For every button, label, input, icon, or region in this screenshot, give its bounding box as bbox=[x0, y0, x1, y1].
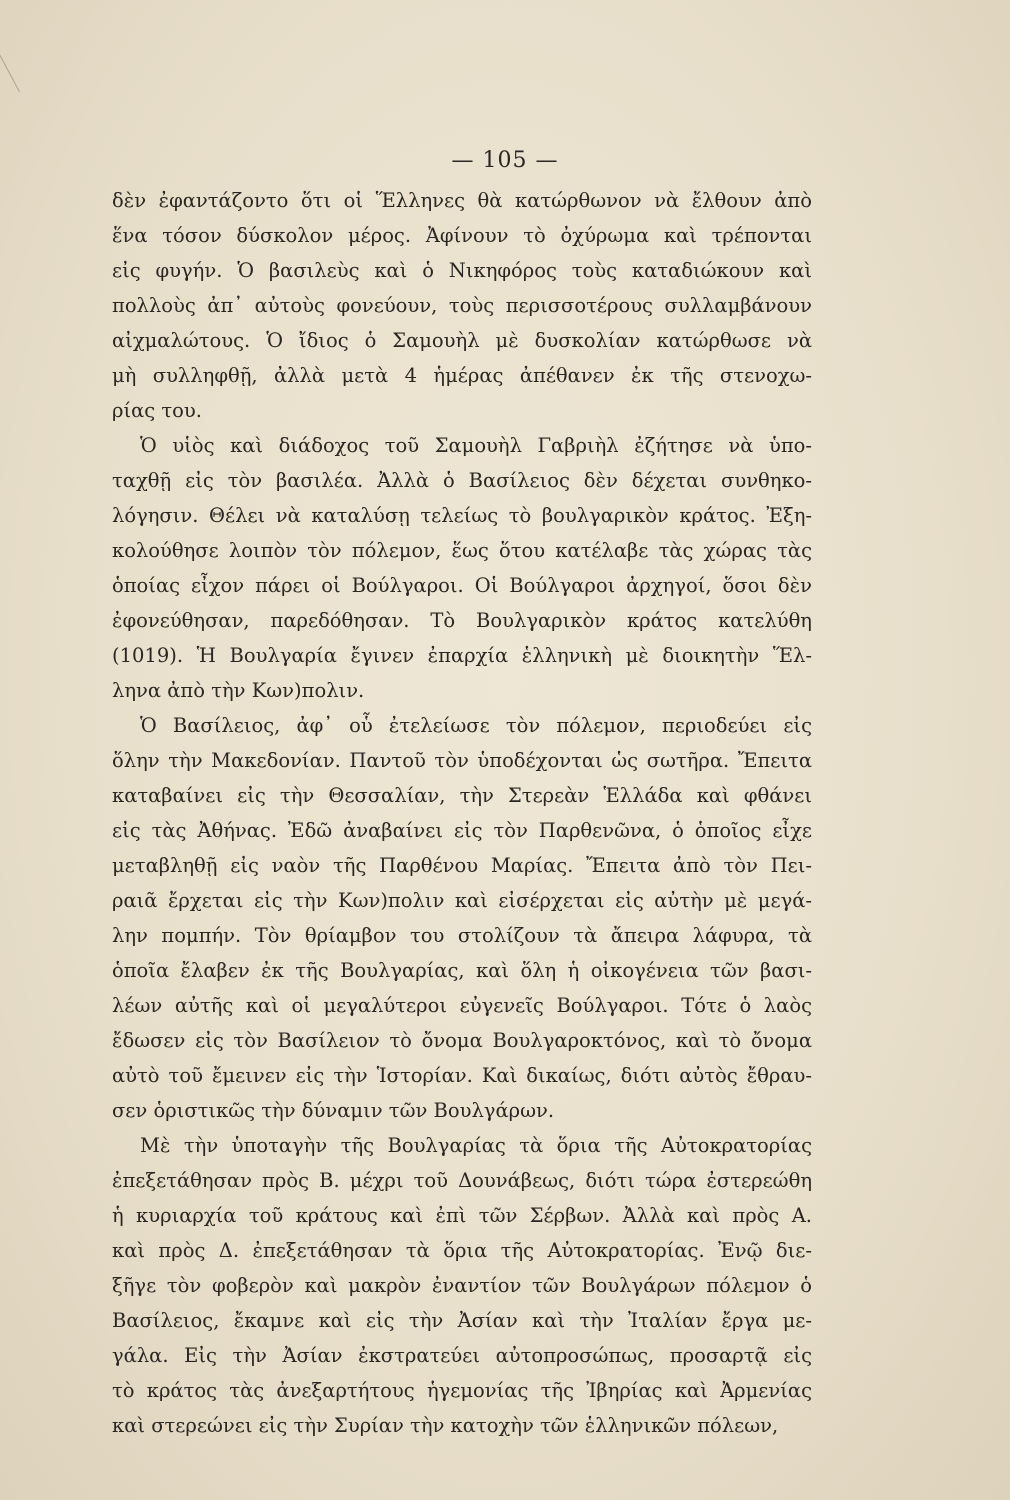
text-line: Βασίλειος, ἔκαμνε καὶ εἰς τὴν Ἀσίαν καὶ τὴν Ἰταλίαν ἔργα με- bbox=[112, 1309, 812, 1332]
text-line: ρίας του. bbox=[112, 399, 202, 422]
text-line: τὸ κράτος τὰς ἀνεξαρτήτους ἡγεμονίας τῆς Ἰβηρίας καὶ Ἀρμενίας bbox=[112, 1379, 812, 1402]
text-line: ἐφονεύθησαν, παρεδόθησαν. Τὸ Βουλγαρικὸν κράτος κατελύθη bbox=[112, 609, 812, 632]
text-line: ἔδωσεν εἰς τὸν Βασίλειον τὸ ὄνομα Βουλγαροκτόνος, καὶ τὸ ὄνομα bbox=[112, 1029, 812, 1052]
text-line: εἰς τὰς Ἀθήνας. Ἐδῶ ἀναβαίνει εἰς τὸν Παρθενῶνα, ὁ ὁποῖος εἶχε bbox=[112, 819, 812, 842]
text-line: Ὁ Βασίλειος, ἀφ᾿ οὗ ἐτελείωσε τὸν πόλεμον, περιοδεύει εἰς bbox=[140, 714, 812, 737]
text-line: λέων αὐτῆς καὶ οἱ μεγαλύτεροι εὐγενεῖς Βούλγαροι. Τότε ὁ λαὸς bbox=[112, 994, 812, 1017]
text-line: αὐτὸ τοῦ ἔμεινεν εἰς τὴν Ἱστορίαν. Καὶ δικαίως, διότι αὐτὸς ἔθραυ- bbox=[112, 1064, 812, 1087]
text-line: ξῆγε τὸν φοβερὸν καὶ μακρὸν ἐναντίον τῶν Βουλγάρων πόλεμον ὁ bbox=[112, 1274, 812, 1297]
text-line: Μὲ τὴν ὑποταγὴν τῆς Βουλγαρίας τὰ ὅρια τῆς Αὐτοκρατορίας bbox=[140, 1134, 812, 1157]
text-line: ἕνα τόσον δύσκολον μέρος. Ἀφίνουν τὸ ὀχύρωμα καὶ τρέπονται bbox=[112, 224, 812, 247]
text-line: ὁποίας εἶχον πάρει οἱ Βούλγαροι. Οἱ Βούλγαροι ἀρχηγοί, ὅσοι δὲν bbox=[112, 574, 812, 597]
page-edge-mark bbox=[0, 43, 20, 92]
text-line: ὁποῖα ἔλαβεν ἐκ τῆς Βουλγαρίας, καὶ ὅλη ἡ οἰκογένεια τῶν βασι- bbox=[112, 959, 812, 982]
text-line: ὅλην τὴν Μακεδονίαν. Παντοῦ τὸν ὑποδέχονται ὡς σωτῆρα. Ἔπειτα bbox=[112, 749, 812, 772]
text-line: καταβαίνει εἰς τὴν Θεσσαλίαν, τὴν Στερεὰν Ἑλλάδα καὶ φθάνει bbox=[112, 784, 812, 807]
page-number: — 105 — bbox=[451, 148, 559, 173]
body-text bbox=[112, 183, 812, 1443]
text-line: εἰς φυγήν. Ὁ βασιλεὺς καὶ ὁ Νικηφόρος τοὺς καταδιώκουν καὶ bbox=[112, 259, 812, 282]
text-line: σεν ὁριστικῶς τὴν δύναμιν τῶν Βουλγάρων. bbox=[112, 1099, 555, 1122]
text-line: μεταβληθῇ εἰς ναὸν τῆς Παρθένου Μαρίας. Ἔπειτα ἀπὸ τὸν Πει- bbox=[112, 854, 812, 877]
text-line: πολλοὺς ἀπ᾿ αὐτοὺς φονεύουν, τοὺς περισσοτέρους συλλαμβάνουν bbox=[112, 294, 812, 317]
text-line: δὲν ἐφαντάζοντο ὅτι οἱ Ἕλληνες θὰ κατώρθωνον νὰ ἔλθουν ἀπὸ bbox=[112, 189, 812, 212]
text-line: αἰχμαλώτους. Ὁ ἴδιος ὁ Σαμουὴλ μὲ δυσκολίαν κατώρθωσε νὰ bbox=[112, 329, 812, 352]
text-line: κολούθησε λοιπὸν τὸν πόλεμον, ἕως ὅτου κατέλαβε τὰς χώρας τὰς bbox=[112, 539, 812, 562]
text-line: καὶ πρὸς Δ. ἐπεξετάθησαν τὰ ὅρια τῆς Αὐτοκρατορίας. Ἐνῷ διε- bbox=[112, 1239, 812, 1262]
text-line: Ὁ υἱὸς καὶ διάδοχος τοῦ Σαμουὴλ Γαβριὴλ ἐζήτησε νὰ ὑπο- bbox=[140, 434, 812, 457]
text-line: (1019). Ἡ Βουλγαρία ἔγινεν ἐπαρχία ἑλληνικὴ μὲ διοικητὴν Ἕλ- bbox=[112, 644, 812, 667]
text-line: μὴ συλληφθῇ, ἀλλὰ μετὰ 4 ἡμέρας ἀπέθανεν ἐκ τῆς στενοχω- bbox=[112, 364, 812, 387]
text-line: ληνα ἀπὸ τὴν Κων)πολιν. bbox=[112, 679, 365, 702]
text-line: γάλα. Εἰς τὴν Ἀσίαν ἐκστρατεύει αὐτοπροσώπως, προσαρτᾷ εἰς bbox=[112, 1344, 812, 1367]
text-line: λην πομπήν. Τὸν θρίαμβον του στολίζουν τὰ ἄπειρα λάφυρα, τὰ bbox=[112, 924, 812, 947]
text-line: ταχθῇ εἰς τὸν βασιλέα. Ἀλλὰ ὁ Βασίλειος δὲν δέχεται συνθηκο- bbox=[112, 469, 812, 492]
text-line: ἐπεξετάθησαν πρὸς Β. μέχρι τοῦ Δουνάβεως, διότι τώρα ἐστερεώθη bbox=[112, 1169, 812, 1192]
text-line: ἡ κυριαρχία τοῦ κράτους καὶ ἐπὶ τῶν Σέρβων. Ἀλλὰ καὶ πρὸς Α. bbox=[112, 1204, 812, 1227]
text-line: λόγησιν. Θέλει νὰ καταλύσῃ τελείως τὸ βουλγαρικὸν κράτος. Ἐξη- bbox=[112, 504, 812, 527]
text-line: καὶ στερεώνει εἰς τὴν Συρίαν τὴν κατοχὴν τῶν ἑλληνικῶν πόλεων, bbox=[112, 1414, 779, 1437]
text-line: ραιᾶ ἔρχεται εἰς τὴν Κων)πολιν καὶ εἰσέρχεται εἰς αὐτὴν μὲ μεγά- bbox=[112, 889, 812, 912]
